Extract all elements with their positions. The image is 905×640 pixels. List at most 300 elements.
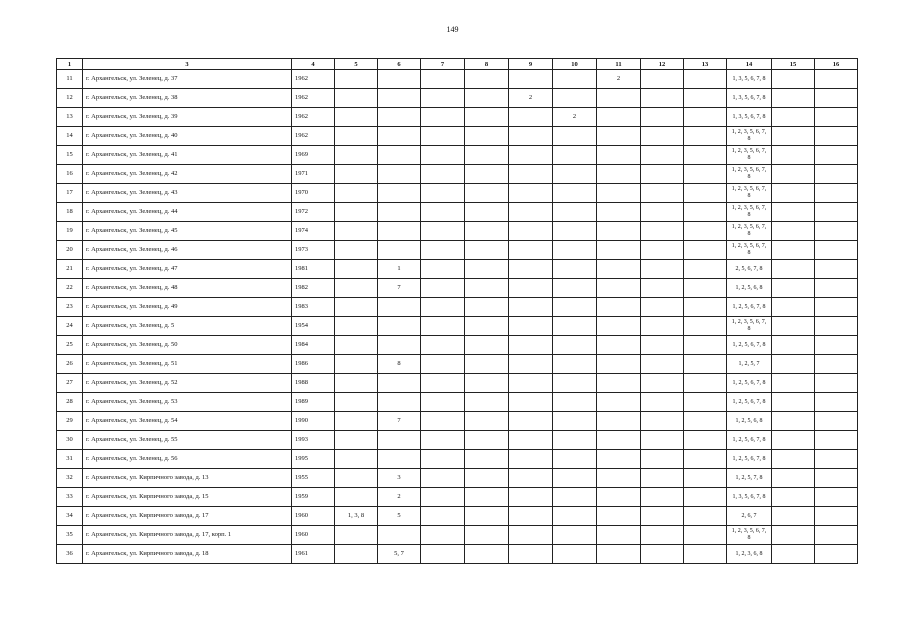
table-cell: 1, 2, 3, 5, 6, 7, 8 (727, 526, 772, 545)
address-cell: г. Архангельск, ул. Зеленец, д. 56 (83, 450, 292, 469)
table-cell (597, 317, 641, 336)
table-cell (772, 89, 815, 108)
table-cell (509, 108, 553, 127)
table-cell (597, 469, 641, 488)
table-cell (772, 355, 815, 374)
table-cell: 1, 2, 5, 6, 7, 8 (727, 298, 772, 317)
year-cell: 1962 (292, 89, 335, 108)
table-cell (465, 545, 509, 564)
table-cell (597, 260, 641, 279)
table-cell (597, 89, 641, 108)
table-cell (684, 241, 727, 260)
table-cell (509, 184, 553, 203)
table-cell (815, 545, 858, 564)
table-cell (378, 450, 421, 469)
table-cell (553, 70, 597, 89)
table-cell (553, 127, 597, 146)
table-cell (421, 431, 465, 450)
address-cell: г. Архангельск, ул. Зеленец, д. 42 (83, 165, 292, 184)
column-header-5: 5 (335, 59, 378, 70)
table-cell (597, 412, 641, 431)
column-header-1: 1 (57, 59, 83, 70)
table-cell: 2 (509, 89, 553, 108)
table-cell (815, 526, 858, 545)
table-cell: 5 (378, 507, 421, 526)
table-cell (553, 545, 597, 564)
row-number-cell: 27 (57, 374, 83, 393)
table-cell (597, 355, 641, 374)
table-cell (641, 279, 684, 298)
table-cell (597, 488, 641, 507)
table-cell (684, 127, 727, 146)
table-cell (553, 184, 597, 203)
row-number-cell: 23 (57, 298, 83, 317)
table-cell (378, 108, 421, 127)
table-cell (553, 393, 597, 412)
table-cell (509, 241, 553, 260)
row-number-cell: 30 (57, 431, 83, 450)
table-cell (509, 393, 553, 412)
table-cell (684, 89, 727, 108)
row-number-cell: 36 (57, 545, 83, 564)
table-row (57, 450, 858, 469)
table-cell (684, 431, 727, 450)
table-cell (421, 355, 465, 374)
table-cell: 7 (378, 412, 421, 431)
table-cell (772, 488, 815, 507)
table-cell (641, 89, 684, 108)
table-cell (465, 260, 509, 279)
table-cell (815, 222, 858, 241)
table-row (57, 317, 858, 336)
table-cell (465, 431, 509, 450)
table-cell (335, 469, 378, 488)
table-cell (335, 127, 378, 146)
table-cell (509, 469, 553, 488)
address-cell: г. Архангельск, ул. Зеленец, д. 50 (83, 336, 292, 355)
table-cell (509, 127, 553, 146)
table-cell (772, 203, 815, 222)
table-cell (641, 317, 684, 336)
table-cell (553, 450, 597, 469)
table-cell (641, 108, 684, 127)
column-header-6: 6 (378, 59, 421, 70)
table-cell (465, 412, 509, 431)
table-cell (597, 279, 641, 298)
table-cell (509, 355, 553, 374)
table-cell (641, 526, 684, 545)
table-cell (465, 89, 509, 108)
table-cell (684, 260, 727, 279)
table-cell (815, 450, 858, 469)
table-cell (641, 355, 684, 374)
address-cell: г. Архангельск, ул. Зеленец, д. 47 (83, 260, 292, 279)
table-cell (772, 108, 815, 127)
table-cell (335, 241, 378, 260)
table-cell: 5, 7 (378, 545, 421, 564)
row-number-cell: 16 (57, 165, 83, 184)
year-cell: 1982 (292, 279, 335, 298)
table-cell (815, 279, 858, 298)
column-header-10: 10 (553, 59, 597, 70)
table-cell (465, 222, 509, 241)
table-cell (597, 165, 641, 184)
table-cell (509, 165, 553, 184)
table-cell (815, 431, 858, 450)
table-cell (772, 545, 815, 564)
table-cell: 1, 2, 5, 7, 8 (727, 469, 772, 488)
table-cell (597, 507, 641, 526)
table-cell (815, 89, 858, 108)
table-cell (465, 507, 509, 526)
table-cell (684, 374, 727, 393)
table-cell: 1, 2, 5, 6, 7, 8 (727, 393, 772, 412)
table-cell (553, 374, 597, 393)
table-cell (421, 203, 465, 222)
table-cell: 8 (378, 355, 421, 374)
table-cell (684, 279, 727, 298)
table-cell (335, 374, 378, 393)
year-cell: 1960 (292, 507, 335, 526)
table-cell (465, 241, 509, 260)
year-cell: 1989 (292, 393, 335, 412)
table-cell (772, 241, 815, 260)
table-cell (378, 70, 421, 89)
table-cell: 1, 2, 5, 7 (727, 355, 772, 374)
table-cell (684, 222, 727, 241)
table-cell (815, 260, 858, 279)
address-cell: г. Архангельск, ул. Зеленец, д. 45 (83, 222, 292, 241)
table-cell (815, 108, 858, 127)
year-cell: 1962 (292, 70, 335, 89)
year-cell: 1962 (292, 127, 335, 146)
column-header-15: 15 (772, 59, 815, 70)
table-cell (641, 70, 684, 89)
table-cell (335, 222, 378, 241)
table-cell (597, 393, 641, 412)
year-cell: 1993 (292, 431, 335, 450)
year-cell: 1984 (292, 336, 335, 355)
table-cell (421, 526, 465, 545)
table-row (57, 184, 858, 203)
year-cell: 1970 (292, 184, 335, 203)
table-cell (465, 469, 509, 488)
table-cell (772, 450, 815, 469)
address-cell: г. Архангельск, ул. Кирпичного завода, д. 17 (83, 507, 292, 526)
table-cell (509, 203, 553, 222)
table-cell: 1, 2, 3, 5, 6, 7, 8 (727, 317, 772, 336)
table-cell (815, 469, 858, 488)
column-header-3: 3 (83, 59, 292, 70)
table-cell (335, 336, 378, 355)
row-number-cell: 22 (57, 279, 83, 298)
table-cell: 1, 2, 3, 5, 6, 7, 8 (727, 165, 772, 184)
column-header-12: 12 (641, 59, 684, 70)
table-cell (641, 241, 684, 260)
table-cell (421, 450, 465, 469)
table-cell (684, 450, 727, 469)
table-cell (597, 222, 641, 241)
table-row (57, 241, 858, 260)
table-cell (553, 336, 597, 355)
table-cell (815, 146, 858, 165)
table-cell (553, 412, 597, 431)
year-cell: 1972 (292, 203, 335, 222)
table-cell (597, 450, 641, 469)
column-header-11: 11 (597, 59, 641, 70)
table-cell (772, 70, 815, 89)
table-cell (509, 70, 553, 89)
column-header-13: 13 (684, 59, 727, 70)
table-cell (684, 412, 727, 431)
address-cell: г. Архангельск, ул. Зеленец, д. 41 (83, 146, 292, 165)
column-header-14: 14 (727, 59, 772, 70)
table-cell (553, 146, 597, 165)
row-number-cell: 19 (57, 222, 83, 241)
table-cell (335, 108, 378, 127)
table-cell (509, 450, 553, 469)
table-cell: 1, 2, 3, 5, 6, 7, 8 (727, 127, 772, 146)
table-cell: 2 (378, 488, 421, 507)
table-cell (684, 317, 727, 336)
table-cell (335, 317, 378, 336)
year-cell: 1971 (292, 165, 335, 184)
row-number-cell: 18 (57, 203, 83, 222)
table-cell (684, 336, 727, 355)
table-cell (641, 336, 684, 355)
table-cell (335, 545, 378, 564)
table-cell (641, 412, 684, 431)
address-cell: г. Архангельск, ул. Зеленец, д. 55 (83, 431, 292, 450)
table-row (57, 298, 858, 317)
row-number-cell: 26 (57, 355, 83, 374)
table-cell (421, 336, 465, 355)
table-cell (597, 298, 641, 317)
table-cell (772, 260, 815, 279)
address-cell: г. Архангельск, ул. Зеленец, д. 43 (83, 184, 292, 203)
table-cell (684, 469, 727, 488)
table-cell (465, 108, 509, 127)
table-cell (815, 184, 858, 203)
row-number-cell: 34 (57, 507, 83, 526)
table-cell: 1, 2, 5, 6, 7, 8 (727, 431, 772, 450)
column-header-8: 8 (465, 59, 509, 70)
table-cell (684, 108, 727, 127)
table-cell: 2, 5, 6, 7, 8 (727, 260, 772, 279)
table-cell (509, 317, 553, 336)
table-cell (465, 279, 509, 298)
table-cell (465, 336, 509, 355)
table-cell: 1, 2, 3, 5, 6, 7, 8 (727, 203, 772, 222)
table-cell (684, 545, 727, 564)
table-cell (641, 469, 684, 488)
table-cell (509, 488, 553, 507)
table-cell (421, 89, 465, 108)
table-row (57, 260, 858, 279)
table-cell (772, 222, 815, 241)
table-cell (509, 298, 553, 317)
table-cell (421, 146, 465, 165)
table-cell: 1, 3, 5, 6, 7, 8 (727, 70, 772, 89)
table-cell (553, 165, 597, 184)
table-row (57, 507, 858, 526)
table-cell (421, 127, 465, 146)
table-cell (421, 507, 465, 526)
table-cell (465, 488, 509, 507)
table-cell (335, 184, 378, 203)
table-cell (684, 355, 727, 374)
table-cell (421, 298, 465, 317)
table-cell (335, 450, 378, 469)
table-cell (597, 108, 641, 127)
table-cell (509, 146, 553, 165)
table-cell: 1, 2, 3, 5, 6, 7, 8 (727, 146, 772, 165)
table-cell (641, 222, 684, 241)
year-cell: 1983 (292, 298, 335, 317)
year-cell: 1955 (292, 469, 335, 488)
table-cell (684, 298, 727, 317)
table-header-row (57, 59, 858, 70)
table-cell: 1, 2, 5, 6, 7, 8 (727, 374, 772, 393)
table-cell (641, 488, 684, 507)
table-cell (641, 146, 684, 165)
year-cell: 1990 (292, 412, 335, 431)
table-cell (684, 184, 727, 203)
table-row (57, 89, 858, 108)
table-cell (772, 412, 815, 431)
table-cell (509, 526, 553, 545)
table-cell (553, 298, 597, 317)
table-cell (421, 469, 465, 488)
address-cell: г. Архангельск, ул. Кирпичного завода, д. 13 (83, 469, 292, 488)
table-cell (421, 108, 465, 127)
table-cell: 1, 2, 5, 6, 7, 8 (727, 336, 772, 355)
address-cell: г. Архангельск, ул. Зеленец, д. 38 (83, 89, 292, 108)
table-cell (465, 184, 509, 203)
table-cell (815, 507, 858, 526)
address-cell: г. Архангельск, ул. Зеленец, д. 53 (83, 393, 292, 412)
table-cell (772, 127, 815, 146)
table-cell (641, 393, 684, 412)
table-cell (421, 317, 465, 336)
table-row (57, 412, 858, 431)
table-cell (421, 222, 465, 241)
table-row (57, 393, 858, 412)
address-cell: г. Архангельск, ул. Зеленец, д. 44 (83, 203, 292, 222)
table-cell: 1, 2, 5, 6, 8 (727, 412, 772, 431)
row-number-cell: 17 (57, 184, 83, 203)
table-cell (421, 412, 465, 431)
table-cell (641, 507, 684, 526)
table-cell (772, 165, 815, 184)
table-cell (684, 70, 727, 89)
table-row (57, 127, 858, 146)
year-cell: 1988 (292, 374, 335, 393)
table-cell: 1, 3, 8 (335, 507, 378, 526)
page-number: 149 (446, 25, 459, 34)
row-number-cell: 35 (57, 526, 83, 545)
table-cell (465, 70, 509, 89)
table-cell: 1, 3, 5, 6, 7, 8 (727, 89, 772, 108)
table-row (57, 469, 858, 488)
table-cell (378, 431, 421, 450)
table-cell (335, 89, 378, 108)
table-cell: 1, 2, 3, 5, 6, 7, 8 (727, 184, 772, 203)
table-cell (553, 355, 597, 374)
column-header-7: 7 (421, 59, 465, 70)
address-cell: г. Архангельск, ул. Зеленец, д. 37 (83, 70, 292, 89)
table-cell (509, 336, 553, 355)
table-cell (815, 336, 858, 355)
table-row (57, 203, 858, 222)
year-cell: 1986 (292, 355, 335, 374)
table-cell (553, 260, 597, 279)
table-cell (421, 279, 465, 298)
table-cell (772, 298, 815, 317)
table-cell (378, 336, 421, 355)
row-number-cell: 24 (57, 317, 83, 336)
address-cell: г. Архангельск, ул. Зеленец, д. 49 (83, 298, 292, 317)
table-row (57, 108, 858, 127)
table-cell (641, 431, 684, 450)
table-cell (465, 317, 509, 336)
table-cell (421, 393, 465, 412)
year-cell: 1995 (292, 450, 335, 469)
table-cell: 3 (378, 469, 421, 488)
table-cell (378, 127, 421, 146)
table-cell (421, 488, 465, 507)
table-cell (335, 355, 378, 374)
table-cell (684, 393, 727, 412)
table-cell (335, 165, 378, 184)
address-cell: г. Архангельск, ул. Зеленец, д. 46 (83, 241, 292, 260)
table-cell (597, 203, 641, 222)
table-cell (815, 241, 858, 260)
row-number-cell: 11 (57, 70, 83, 89)
table-cell (335, 70, 378, 89)
table-cell (772, 146, 815, 165)
table-cell (641, 374, 684, 393)
table-cell (684, 526, 727, 545)
table-row (57, 146, 858, 165)
table-cell (465, 374, 509, 393)
table-row (57, 355, 858, 374)
table-cell (684, 507, 727, 526)
table-cell (553, 488, 597, 507)
data-table (56, 58, 858, 564)
row-number-cell: 15 (57, 146, 83, 165)
row-number-cell: 21 (57, 260, 83, 279)
table-cell (597, 146, 641, 165)
address-cell: г. Архангельск, ул. Кирпичного завода, д. 18 (83, 545, 292, 564)
table-cell (815, 393, 858, 412)
table-cell (815, 488, 858, 507)
table-cell (465, 526, 509, 545)
table-cell (378, 374, 421, 393)
table-cell (378, 165, 421, 184)
table-cell (335, 431, 378, 450)
table-cell (641, 260, 684, 279)
year-cell: 1959 (292, 488, 335, 507)
table-cell (815, 355, 858, 374)
table-cell (335, 488, 378, 507)
table-cell (553, 89, 597, 108)
address-cell: г. Архангельск, ул. Зеленец, д. 51 (83, 355, 292, 374)
table-cell (335, 412, 378, 431)
table-cell (772, 393, 815, 412)
address-cell: г. Архангельск, ул. Зеленец, д. 39 (83, 108, 292, 127)
table-cell (509, 507, 553, 526)
